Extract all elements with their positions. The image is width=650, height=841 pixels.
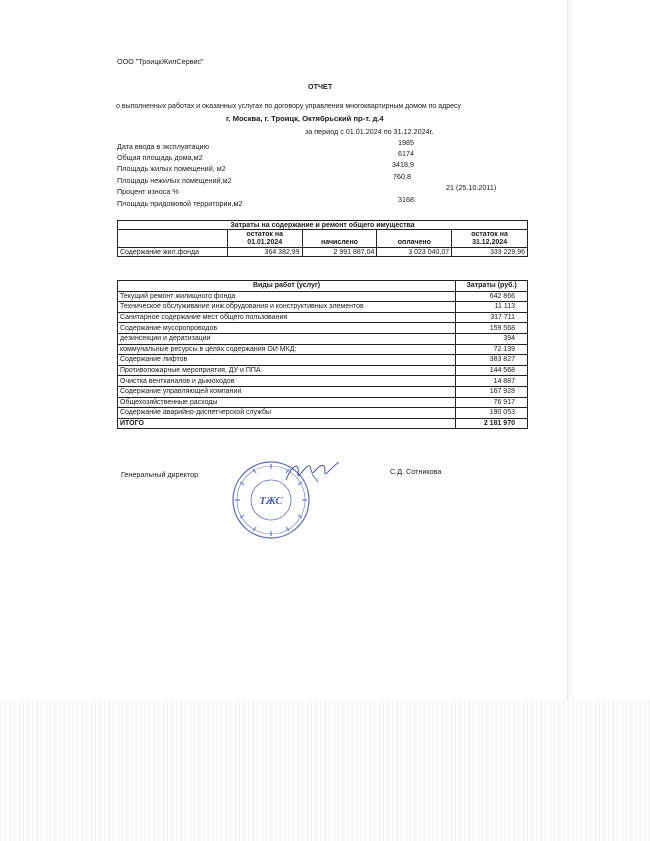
table-row: [118, 291, 528, 302]
work-cost: 642 866: [456, 291, 528, 302]
doc-period: за период с 01.01.2024 по 31.12.2024г.: [305, 127, 434, 136]
doc-address: г. Москва, г. Троицк, Октябрьский пр-т. д.4: [226, 114, 384, 123]
total-label: ИТОГО: [118, 418, 456, 429]
work-cost: 394: [456, 333, 528, 344]
info-value: 760,8: [393, 172, 411, 181]
col-accrued: начислено: [302, 239, 377, 248]
doc-title: ОТЧЕТ: [308, 82, 333, 91]
table-row: [118, 355, 528, 366]
work-name: Общехозяйственные расходы: [118, 397, 456, 408]
table-row: [118, 365, 528, 376]
work-name: Противопожарные мероприятия, ДУ и ППА: [118, 365, 456, 376]
signatory-position: Генеральный директор: [121, 470, 199, 479]
signatory-name: С.Д. Сотникова: [390, 467, 442, 476]
costs-title: Затраты на содержание и ремонт общего имущества: [118, 221, 528, 230]
work-cost: 159 568: [456, 323, 528, 334]
info-label: Площадь придомовой территории,м2: [117, 199, 243, 208]
signature-icon: [282, 458, 342, 488]
stamp-monogram: ТЖС: [259, 495, 283, 507]
work-name: Санитарное содержание мест общего пользования: [118, 312, 456, 323]
work-name: коммунальные ресурсы в целях содержания ОИ МКД:: [118, 344, 456, 355]
work-cost: 14 887: [456, 376, 528, 387]
col-balance-start-date: 01.01.2024: [227, 239, 302, 248]
table-row: [118, 323, 528, 334]
info-value: 21 (25.10.2011): [446, 183, 497, 192]
info-value: 3418,9: [392, 160, 414, 169]
table-row: [118, 376, 528, 387]
work-cost: 72 139: [456, 344, 528, 355]
work-cost: 317 711: [456, 312, 528, 323]
balance-end-value: 333 229,96: [452, 248, 528, 257]
info-value: 6174: [398, 149, 414, 158]
work-cost: 167 928: [456, 386, 528, 397]
info-label: Процент износа %: [117, 187, 179, 196]
work-cost: 11 113: [456, 302, 528, 313]
table-row: [118, 397, 528, 408]
work-cost: 190 053: [456, 408, 528, 419]
col-works-name: Виды работ (услуг): [118, 281, 456, 292]
scan-background: [0, 700, 650, 841]
info-label: Дата ввода в эксплуатацию: [117, 142, 209, 151]
doc-subtitle: о выполненных работах и оказанных услугах по договору управления многоквартирным домом по адресу: [116, 103, 462, 110]
table-row: [118, 386, 528, 397]
row-label: Содержание жил.фонда: [118, 248, 228, 257]
total-row: [118, 418, 528, 429]
work-cost: 383 827: [456, 355, 528, 366]
col-balance-end: остаток на: [452, 230, 528, 239]
col-works-cost: Затраты (руб.): [456, 281, 528, 292]
col-paid: оплачено: [377, 239, 452, 248]
costs-table: [117, 220, 528, 257]
info-label: Площадь жилых помещений, м2: [117, 164, 226, 173]
work-name: Содержание аварийно-диспетчерской службы: [118, 408, 456, 419]
col-balance-end-date: 31.12.2024: [452, 239, 528, 248]
work-name: Техническое обслуживание инж.обрудования и конструктивных элементов: [118, 302, 456, 313]
col-balance-start: остаток на: [227, 230, 302, 239]
org-name: ООО "ТроицкЖилСервис": [117, 57, 204, 66]
table-row: [118, 312, 528, 323]
work-name: Содержание лифтов: [118, 355, 456, 366]
table-row: [118, 408, 528, 419]
accrued-value: 2 991 887,04: [302, 248, 377, 257]
table-row: [118, 302, 528, 313]
info-value: 1985: [398, 138, 414, 147]
total-value: 2 181 970: [456, 418, 528, 429]
work-cost: 76 917: [456, 397, 528, 408]
info-label: Общая площадь дома,м2: [117, 153, 203, 162]
table-row: [118, 248, 528, 257]
work-name: Очистка вентканалов и дымоходов: [118, 376, 456, 387]
work-name: Содержание мусоропроводов: [118, 323, 456, 334]
info-value: 3168: [398, 195, 414, 204]
work-name: дезинсекции и дератизации: [118, 333, 456, 344]
balance-start-value: 364 382,99: [227, 248, 302, 257]
works-table: [117, 280, 528, 429]
table-row: [118, 344, 528, 355]
work-name: Текущий ремонт жилищного фонда: [118, 291, 456, 302]
paid-value: 3 023 040,07: [377, 248, 452, 257]
work-cost: 144 568: [456, 365, 528, 376]
work-name: Содержание управляющей компании: [118, 386, 456, 397]
table-row: [118, 333, 528, 344]
page-edge: [568, 0, 650, 700]
info-label: Площадь нежилых помещений,м2: [117, 176, 232, 185]
